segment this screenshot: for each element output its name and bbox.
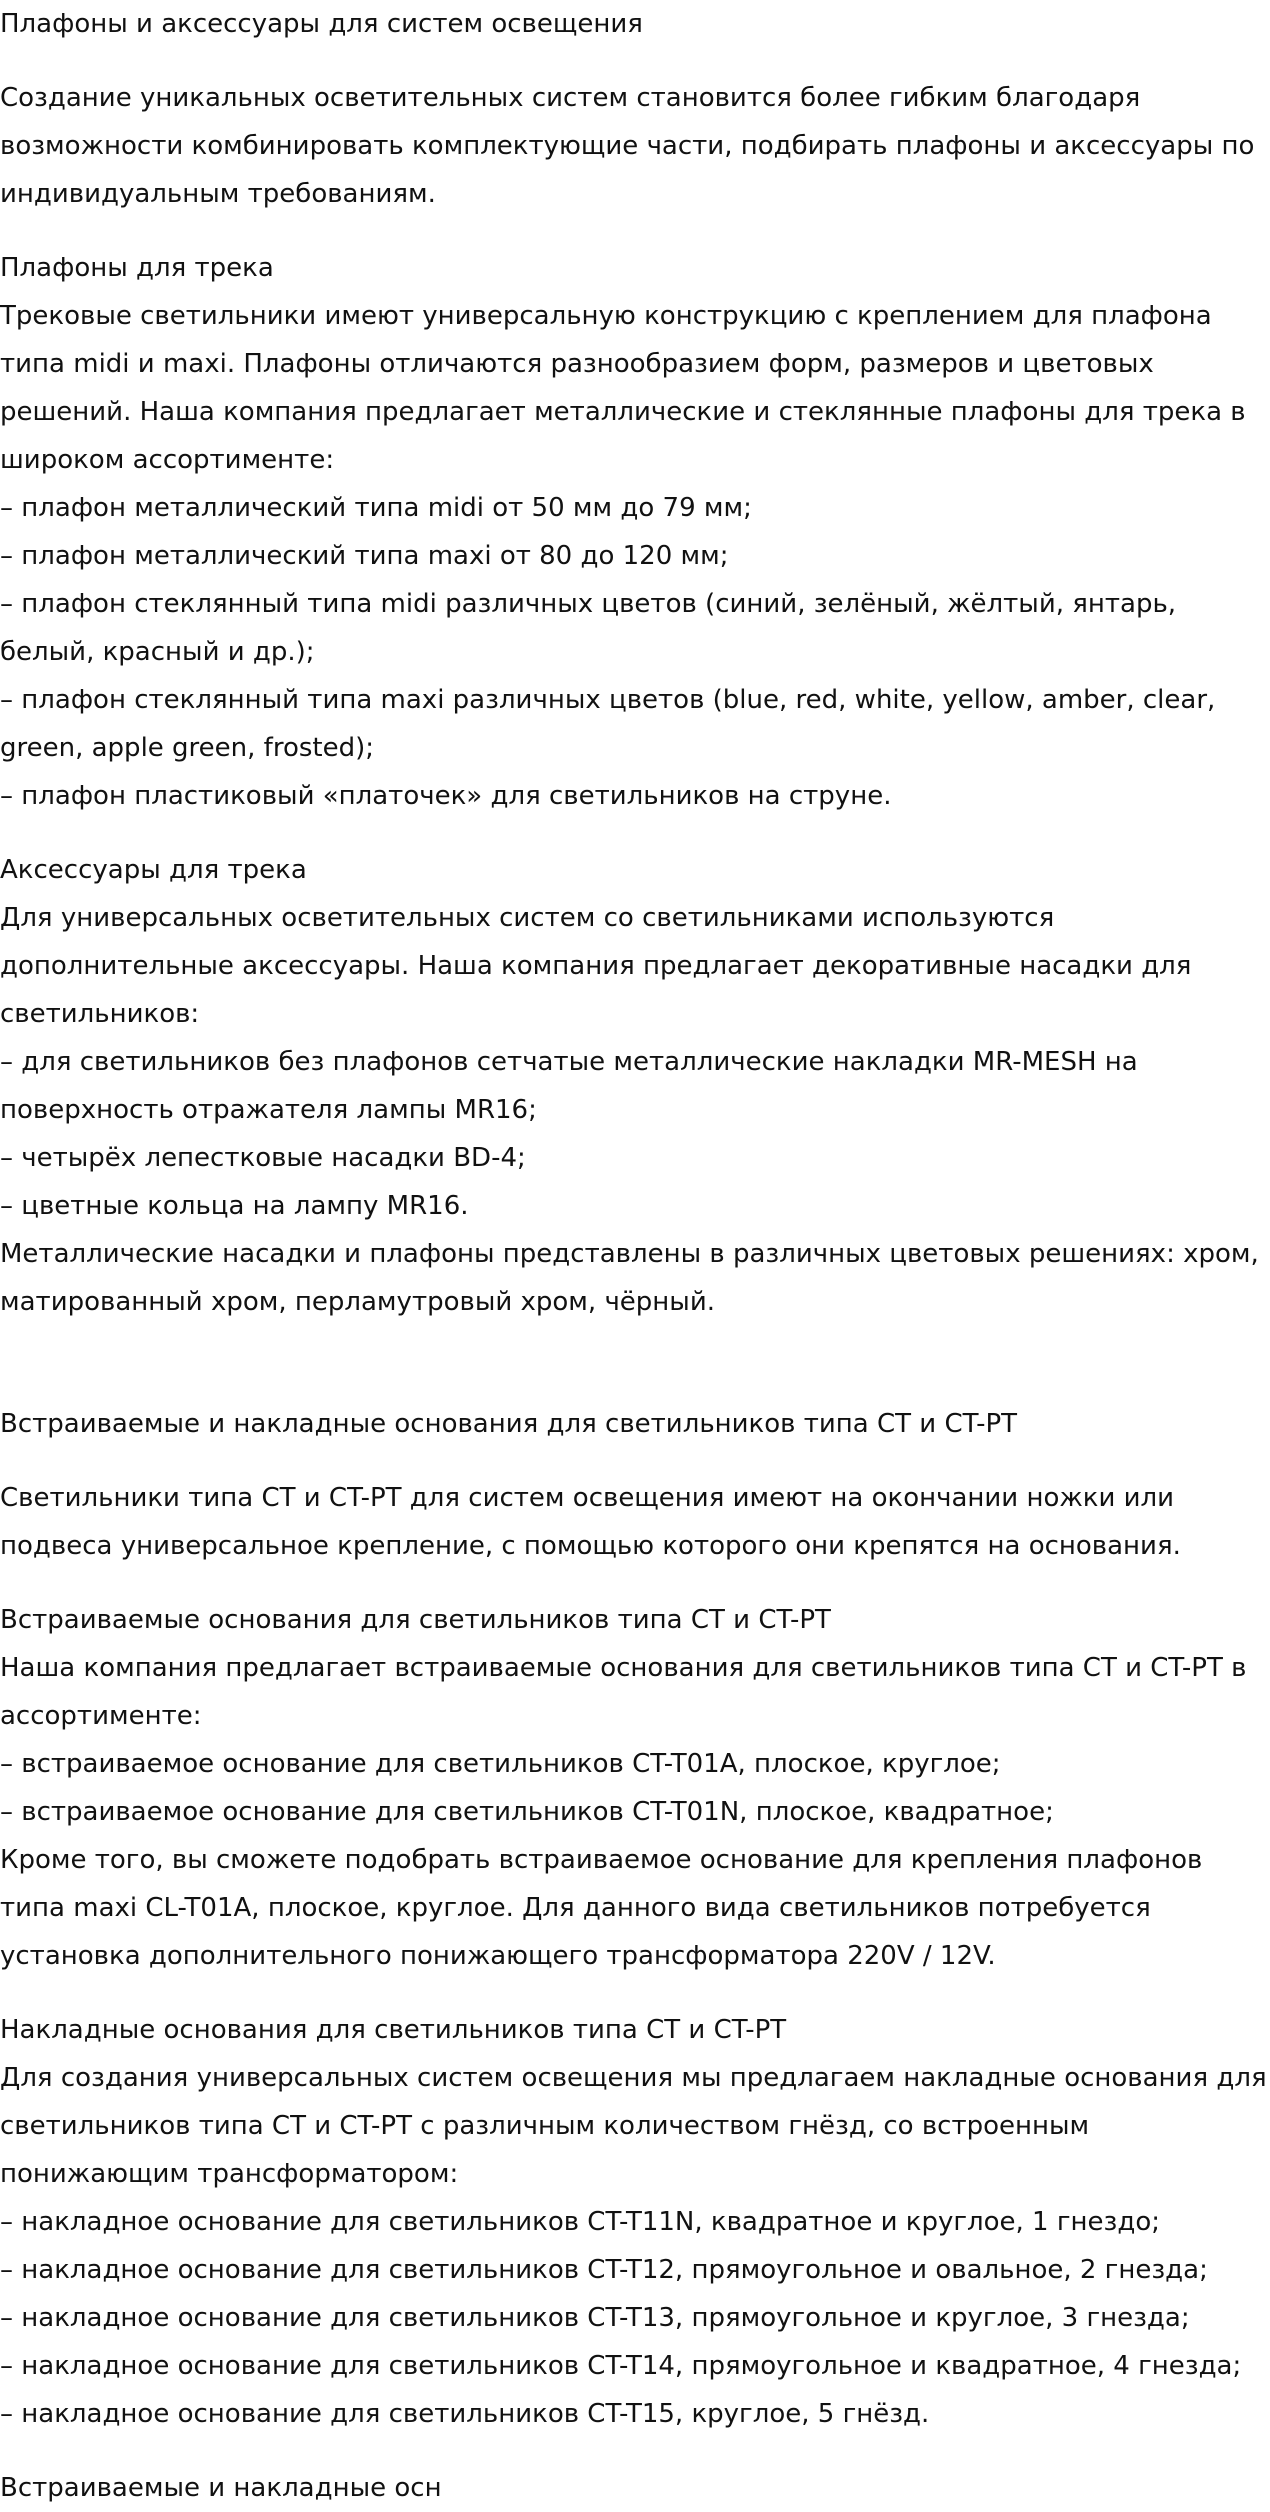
subheading-builtin-bases: Встраиваемые основания для светильников типа CT и CT-PT — [0, 1605, 831, 1635]
text-line: решений. Наша компания предлагает металлические и стеклянные плафоны для трека в — [0, 397, 1246, 427]
subheading-track-accessories: Аксессуары для трека — [0, 855, 307, 885]
surface-bases-block — [0, 2006, 1267, 2438]
text-line: Наша компания предлагает встраиваемые основания для светильников типа CT и CT-PT в — [0, 1653, 1247, 1683]
text-line: типа midi и maxi. Плафоны отличаются разнообразием форм, размеров и цветовых — [0, 349, 1154, 379]
text-line: Трековые светильники имеют универсальную конструкцию с креплением для плафона — [0, 301, 1212, 331]
builtin-bases-block — [0, 1596, 1262, 1980]
text-line: возможности комбинировать комплектующие части, подбирать плафоны и аксессуары по — [0, 131, 1255, 161]
text-line: типа maxi CL-T01A, плоское, круглое. Для данного вида светильников потребуется — [0, 1893, 1151, 1923]
section1-intro — [0, 74, 1262, 218]
text-line: светильников типа CT и CT-PT с различным количеством гнёзд, со встроенным — [0, 2111, 1090, 2141]
list-item: – плафон металлический типа midi от 50 мм до 79 мм; — [0, 493, 752, 523]
subheading-track-shades: Плафоны для трека — [0, 253, 274, 283]
section-title-shades-accessories: Плафоны и аксессуары для систем освещения — [0, 9, 643, 39]
track-accessories-block — [0, 846, 1262, 1326]
list-item: – накладное основание для светильников CT-T12, прямоугольное и овальное, 2 гнезда; — [0, 2255, 1208, 2285]
list-item: – накладное основание для светильников CT-T14, прямоугольное и квадратное, 4 гнезда; — [0, 2351, 1242, 2381]
subheading-truncated: Встраиваемые и накладные осн — [0, 2473, 442, 2503]
list-item: – встраиваемое основание для светильников CT-T01N, плоское, квадратное; — [0, 1797, 1054, 1827]
list-item: – для светильников без плафонов сетчатые металлические накладки MR-MESH на — [0, 1047, 1138, 1077]
list-item: – плафон металлический типа maxi от 80 до 120 мм; — [0, 541, 729, 571]
section2-intro — [0, 1474, 1262, 1570]
text-line: установка дополнительного понижающего трансформатора 220V / 12V. — [0, 1941, 996, 1971]
list-item: – накладное основание для светильников CT-T11N, квадратное и круглое, 1 гнездо; — [0, 2207, 1160, 2237]
subheading-surface-bases: Накладные основания для светильников типа CT и CT-PT — [0, 2015, 787, 2045]
text-line: ассортименте: — [0, 1701, 202, 1731]
text-line: Металлические насадки и плафоны представлены в различных цветовых решениях: хром, — [0, 1239, 1259, 1269]
text-line: Светильники типа CT и CT-PT для систем освещения имеют на окончании ножки или — [0, 1483, 1175, 1513]
list-item: – плафон пластиковый «платочек» для светильников на струне. — [0, 781, 892, 811]
list-item-continuation: белый, красный и др.); — [0, 637, 315, 667]
text-line: широком ассортименте: — [0, 445, 335, 475]
list-item: – цветные кольца на лампу MR16. — [0, 1191, 469, 1221]
list-item: – накладное основание для светильников CT-T15, круглое, 5 гнёзд. — [0, 2399, 930, 2429]
list-item-continuation: green, apple green, frosted); — [0, 733, 374, 763]
text-line: Создание уникальных осветительных систем становится более гибким благодаря — [0, 83, 1141, 113]
text-line: Для универсальных осветительных систем со светильниками используются — [0, 903, 1055, 933]
list-item: – встраиваемое основание для светильников CT-T01A, плоское, круглое; — [0, 1749, 1001, 1779]
list-item: – накладное основание для светильников CT-T13, прямоугольное и круглое, 3 гнезда; — [0, 2303, 1190, 2333]
text-line: Кроме того, вы сможете подобрать встраиваемое основание для крепления плафонов — [0, 1845, 1203, 1875]
text-line: матированный хром, перламутровый хром, чёрный. — [0, 1287, 715, 1317]
track-shades-block — [0, 244, 1262, 820]
section-title-bases: Встраиваемые и накладные основания для светильников типа CT и CT-PT — [0, 1409, 1018, 1439]
list-item: – плафон стеклянный типа maxi различных цветов (blue, red, white, yellow, amber, clear, — [0, 685, 1216, 715]
text-line: Для создания универсальных систем освещения мы предлагаем накладные основания для — [0, 2063, 1267, 2093]
list-item: – плафон стеклянный типа midi различных цветов (синий, зелёный, жёлтый, янтарь, — [0, 589, 1177, 619]
text-line: светильников: — [0, 999, 200, 1029]
text-line: дополнительные аксессуары. Наша компания предлагает декоративные насадки для — [0, 951, 1192, 981]
text-line: понижающим трансформатором: — [0, 2159, 459, 2189]
text-line: подвеса универсальное крепление, с помощью которого они крепятся на основания. — [0, 1531, 1181, 1561]
list-item-continuation: поверхность отражателя лампы MR16; — [0, 1095, 537, 1125]
text-line: индивидуальным требованиям. — [0, 179, 436, 209]
list-item: – четырёх лепестковые насадки BD-4; — [0, 1143, 526, 1173]
